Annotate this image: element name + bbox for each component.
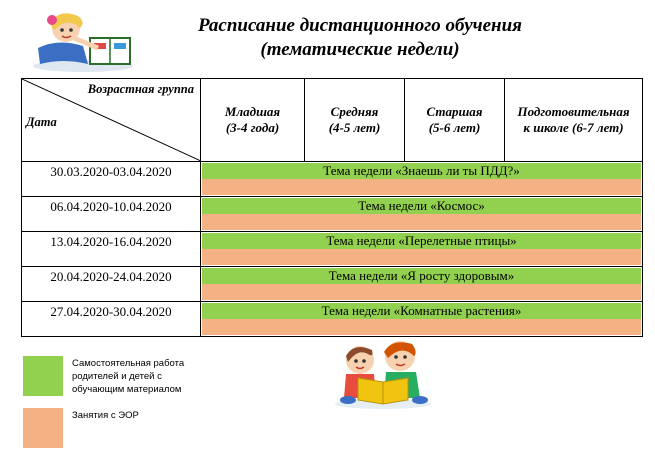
column-name: Старшая [426,104,483,119]
table-row [22,197,643,232]
header-row [22,79,643,162]
week-topic: Тема недели «Перелетные птицы» [202,233,641,249]
table-row [22,232,643,267]
legend-swatch-orange [23,408,63,448]
legend-text-eor [72,409,139,422]
week-date: 30.03.2020-03.04.2020 [22,162,201,197]
page-title [150,14,570,62]
week-topic-cell [201,232,643,267]
age-group-label: Возрастная группа [87,82,194,96]
eor-band [202,214,641,230]
schedule-table [21,78,643,337]
week-topic-cell [201,197,643,232]
week-date: 06.04.2020-10.04.2020 [22,197,201,232]
title-line-1: Расписание дистанционного обучения [198,15,522,36]
week-topic-cell [201,302,643,337]
legend-text-self-study [72,357,184,396]
week-topic: Тема недели «Я росту здоровым» [202,268,641,284]
week-topic: Тема недели «Космос» [202,198,641,214]
column-age: (3-4 года) [225,120,280,135]
legend-line: родителей и детей с [72,371,162,382]
table-row [22,302,643,337]
eor-band [202,249,641,265]
legend-swatch-green [23,356,63,396]
column-name: Подготовительная [517,104,630,119]
week-topic: Тема недели «Комнатные растения» [202,303,641,319]
column-age: (4-5 лет) [328,120,381,135]
child-reading-icon [28,8,138,79]
legend-line: обучающим материалом [72,384,182,395]
column-age: (5-6 лет) [428,120,481,135]
column-middle [305,79,405,162]
title-line-2: (тематические недели) [260,39,460,60]
column-junior [201,79,305,162]
eor-band [202,319,641,335]
week-topic-cell [201,162,643,197]
column-age: к школе (6-7 лет) [523,120,624,135]
date-label: Дата [26,115,57,129]
week-topic-cell [201,267,643,302]
legend-line: Самостоятельная работа [72,358,185,369]
legend-line: Занятия с ЭОР [72,410,139,421]
table-row [22,267,643,302]
kids-reading-icon [328,338,438,415]
table-row [22,162,643,197]
week-date: 20.04.2020-24.04.2020 [22,267,201,302]
week-date: 27.04.2020-30.04.2020 [22,302,201,337]
eor-band [202,284,641,300]
column-preparatory [505,79,643,162]
eor-band [202,179,641,195]
week-topic: Тема недели «Знаешь ли ты ПДД?» [202,163,641,179]
header-diagonal-cell [22,79,201,162]
column-name: Младшая [224,104,281,119]
column-senior [405,79,505,162]
week-date: 13.04.2020-16.04.2020 [22,232,201,267]
column-name: Средняя [330,104,379,119]
